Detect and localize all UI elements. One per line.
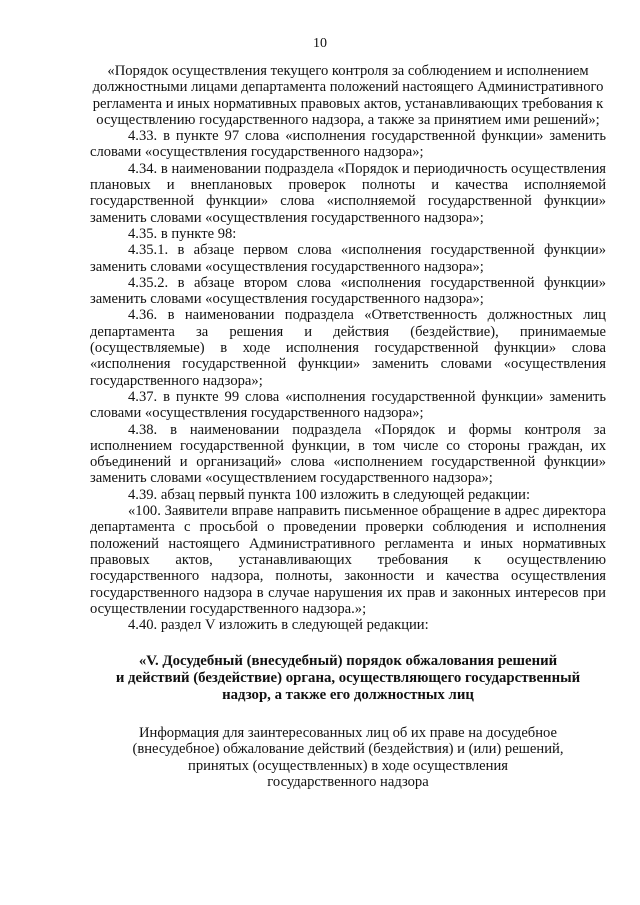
item-4-33: 4.33. в пункте 97 слова «исполнения государственной функции» заменить словами «осуществления государственного надзора»; (90, 128, 606, 161)
section-heading-line: надзор, а также его должностных лиц (222, 686, 474, 703)
item-4-39: 4.39. абзац первый пункта 100 изложить в следующей редакции: (128, 486, 531, 503)
info-heading-line: принятых (осуществленных) в ходе осуществления (188, 757, 508, 774)
info-heading-line: (внесудебное) обжалование действий (бездействия) и (или) решений, (132, 741, 564, 758)
info-heading-line: Информация для заинтересованных лиц об их праве на досудебное (139, 725, 557, 742)
item-4-35-2: 4.35.2. в абзаце втором слова «исполнения государственной функции» заменить словами «осуществления государственного надзора»; (90, 274, 606, 308)
section-heading (90, 653, 606, 703)
item-4-35-1: 4.35.1. в абзаце первом слова «исполнения государственной функции» заменить словами «осуществления государственного надзора»; (90, 242, 606, 275)
page-number: 10 (313, 36, 327, 51)
item-4-35: 4.35. в пункте 98: (128, 225, 237, 242)
item-4-37: 4.37. в пункте 99 слова «исполнения государственной функции» заменить словами «осуществления государственного надзора»; (90, 388, 606, 422)
item-100-quote: «100. Заявители вправе направить письменное обращение в адрес директора департамента с просьбой о проведении проверки соблюдения и исполнения положений настоящего Административного регламента и иных нормативных правовых актов, устанавливающих требования к осуществлению государственного надзора, полноты, законности и качества осуществления государственного надзора в случае нарушения их прав и законных интересов при осуществлении государственного надзора.»; (90, 503, 606, 617)
item-4-40: 4.40. раздел V изложить в следующей редакции: (128, 617, 429, 634)
item-4-34: 4.34. в наименовании подраздела «Порядок и периодичность осуществления плановых и внеплановых проверок полноты и качества исполняемой государственной функции» слова «исполняемой государственной функции» заменить словами «осуществления государственного надзора»; (90, 160, 606, 226)
section-heading-line: «V. Досудебный (внесудебный) порядок обжалования решений (138, 653, 558, 670)
info-heading-line: государственного надзора (267, 774, 429, 791)
info-heading (90, 725, 606, 790)
document-body (90, 63, 606, 790)
intro-paragraph: «Порядок осуществления текущего контроля за соблюдением и исполнением должностными лицами департамента положений настоящего Административного регламента и иных нормативных правовых актов, устанавливающих требования к осуществлению государственного надзора, а также за принятием ими решений»; (92, 63, 604, 128)
section-heading-line: и действий (бездействие) органа, осуществляющего государственный (115, 669, 581, 686)
item-4-38: 4.38. в наименовании подраздела «Порядок и формы контроля за исполнением государственной функции, в том числе со стороны граждан, их объединений и организаций» слова «исполнением государственной функции» заменить словами «осуществлением государственного надзора»; (90, 421, 606, 487)
item-4-36: 4.36. в наименовании подраздела «Ответственность должностных лиц департамента за решения и действия (бездействие), принимаемые (осуществляемые) в ходе исполнения государственной функции» слова «исполнения государственной функции» заменить словами «осуществления государственного надзора»; (90, 307, 606, 389)
